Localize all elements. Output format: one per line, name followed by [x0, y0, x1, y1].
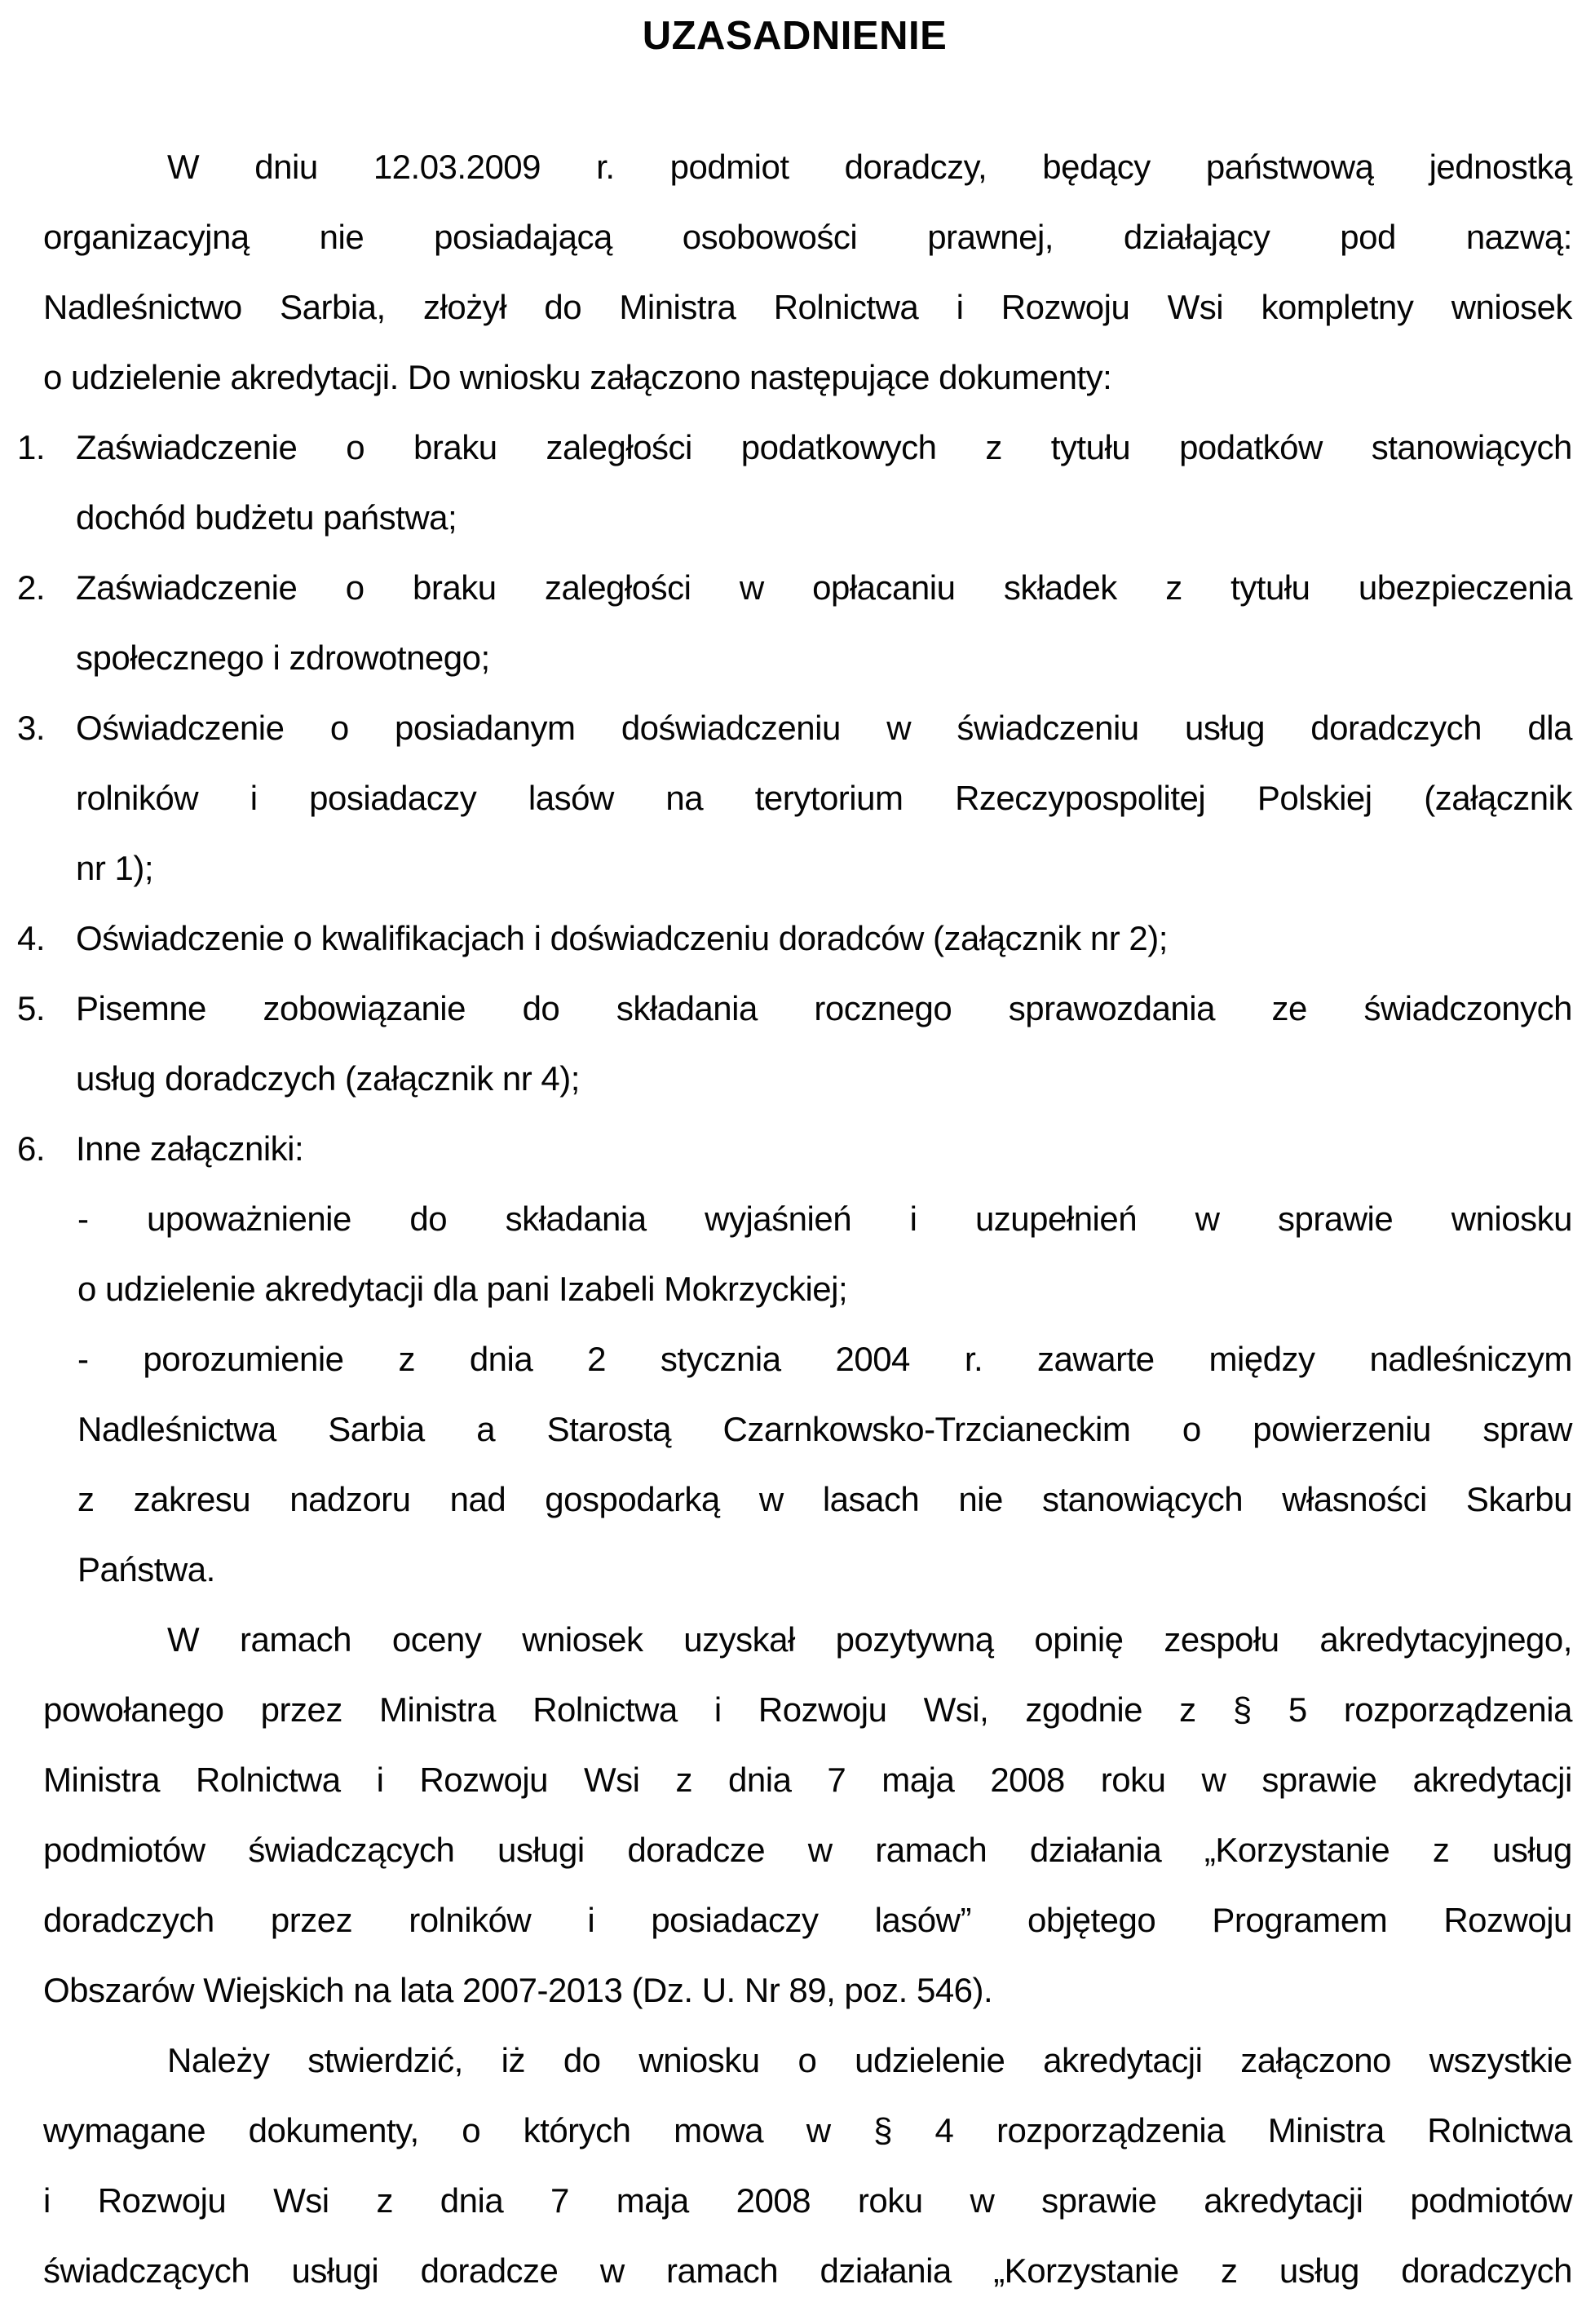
document-title: UZASADNIENIE — [642, 14, 948, 58]
list-number: 6. — [17, 1129, 46, 1168]
doc-line — [17, 413, 1572, 483]
line-text: społecznego i zdrowotnego; — [76, 638, 490, 677]
line-text: usług doradczych (załącznik nr 4); — [76, 1059, 580, 1098]
line-text: organizacyjną nie posiadającą osobowości prawnej, działający pod nazwą: — [43, 218, 1572, 256]
doc-line — [17, 132, 1572, 202]
list-number: 1. — [17, 428, 46, 466]
line-text: wymagane dokumenty, o których mowa w § 4 rozporządzenia Ministra Rolnictwa — [43, 2111, 1572, 2149]
doc-line — [17, 1044, 1572, 1114]
doc-line — [17, 1745, 1572, 1815]
list-number: 3. — [17, 709, 46, 747]
doc-line — [17, 1815, 1572, 1885]
line-text: W dniu 12.03.2009 r. podmiot doradczy, będący państwową jednostką — [167, 148, 1572, 186]
doc-line — [17, 1324, 1572, 1394]
doc-line — [17, 2236, 1572, 2306]
list-number: 5. — [17, 989, 46, 1027]
doc-line — [17, 1535, 1572, 1605]
doc-line — [17, 1394, 1572, 1465]
line-text: Oświadczenie o posiadanym doświadczeniu w świadczeniu usług doradczych dla — [76, 709, 1572, 747]
line-text: i Rozwoju Wsi z dnia 7 maja 2008 roku w sprawie akredytacji podmiotów — [43, 2181, 1572, 2220]
doc-line — [17, 763, 1572, 833]
doc-line — [17, 272, 1572, 342]
line-text: Zaświadczenie o braku zaległości podatkowych z tytułu podatków stanowiących — [76, 428, 1572, 466]
line-text: Obszarów Wiejskich na lata 2007-2013 (Dz. U. Nr 89, poz. 546). — [43, 1971, 993, 2009]
doc-line — [17, 693, 1572, 763]
line-text: dochód budżetu państwa; — [76, 498, 457, 537]
doc-line — [17, 974, 1572, 1044]
doc-line — [17, 483, 1572, 553]
doc-line — [17, 1955, 1572, 2026]
line-text: Państwa. — [77, 1550, 215, 1588]
doc-line — [17, 202, 1572, 272]
line-text: W ramach oceny wniosek uzyskał pozytywną opinię zespołu akredytacyjnego, — [167, 1620, 1572, 1659]
doc-line — [17, 1605, 1572, 1675]
line-text: doradczych przez rolników i posiadaczy lasów” objętego Programem Rozwoju — [43, 1901, 1572, 1939]
line-text: Nadleśnictwo Sarbia, złożył do Ministra Rolnictwa i Rozwoju Wsi kompletny wniosek — [43, 288, 1572, 326]
doc-line — [17, 342, 1572, 413]
doc-line — [17, 1465, 1572, 1535]
line-text: z zakresu nadzoru nad gospodarką w lasach nie stanowiących własności Skarbu — [77, 1480, 1572, 1518]
doc-line — [17, 2166, 1572, 2236]
line-text: Inne załączniki: — [76, 1129, 304, 1168]
line-text: o udzielenie akredytacji. Do wniosku załączono następujące dokumenty: — [43, 358, 1112, 396]
doc-line — [17, 1675, 1572, 1745]
doc-line — [17, 2026, 1572, 2096]
line-text: Nadleśnictwa Sarbia a Starostą Czarnkowsko-Trzcianeckim o powierzeniu spraw — [77, 1410, 1572, 1448]
line-text: Ministra Rolnictwa i Rozwoju Wsi z dnia 7 maja 2008 roku w sprawie akredytacji — [43, 1761, 1572, 1799]
list-number: 4. — [17, 919, 46, 957]
line-text: powołanego przez Ministra Rolnictwa i Rozwoju Wsi, zgodnie z § 5 rozporządzenia — [43, 1690, 1572, 1729]
doc-line — [17, 833, 1572, 904]
line-text: o udzielenie akredytacji dla pani Izabeli Mokrzyckiej; — [77, 1270, 848, 1308]
line-text: - upoważnienie do składania wyjaśnień i uzupełnień w sprawie wniosku — [77, 1200, 1572, 1238]
doc-line — [17, 2096, 1572, 2166]
doc-line — [17, 1184, 1572, 1254]
line-text: Oświadczenie o kwalifikacjach i doświadczeniu doradców (załącznik nr 2); — [76, 919, 1168, 957]
line-text: - porozumienie z dnia 2 stycznia 2004 r. zawarte między nadleśniczym — [77, 1340, 1572, 1378]
document-body — [17, 132, 1572, 2306]
doc-line — [17, 1114, 1572, 1184]
list-number: 2. — [17, 568, 46, 607]
line-text: Zaświadczenie o braku zaległości w opłacaniu składek z tytułu ubezpieczenia — [76, 568, 1572, 607]
line-text: nr 1); — [76, 849, 154, 887]
doc-line — [17, 1885, 1572, 1955]
line-text: rolników i posiadaczy lasów na terytorium Rzeczypospolitej Polskiej (załącznik — [76, 779, 1572, 817]
doc-line — [17, 623, 1572, 693]
line-text: Należy stwierdzić, iż do wniosku o udzielenie akredytacji załączono wszystkie — [167, 2041, 1572, 2079]
doc-line — [17, 904, 1572, 974]
line-text: świadczących usługi doradcze w ramach działania „Korzystanie z usług doradczych — [43, 2251, 1572, 2290]
line-text: podmiotów świadczących usługi doradcze w ramach działania „Korzystanie z usług — [43, 1831, 1572, 1869]
line-text: Pisemne zobowiązanie do składania rocznego sprawozdania ze świadczonych — [76, 989, 1572, 1027]
doc-line — [17, 1254, 1572, 1324]
doc-line — [17, 553, 1572, 623]
